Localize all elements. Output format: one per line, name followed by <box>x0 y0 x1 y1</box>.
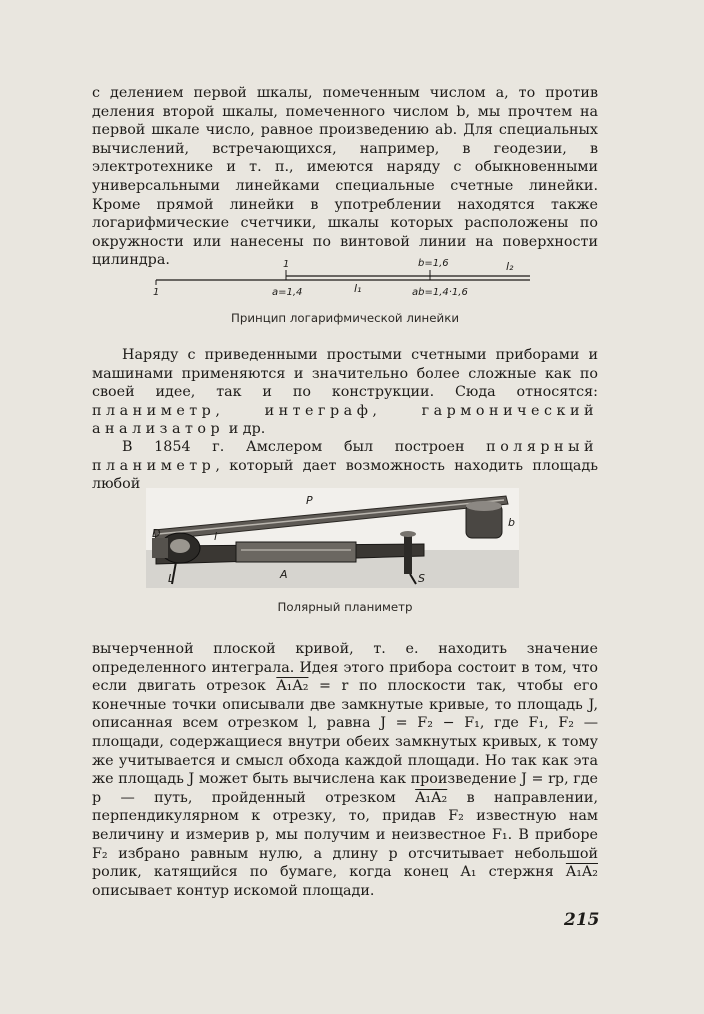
upper-one-label: 1 <box>283 259 290 270</box>
paragraph-2-lead: Наряду с приведенными простыми счетными приборами и машинами применяются и значительно более сложные как по своей идее, так и по конструкции. Сюда относятся: <box>92 347 598 401</box>
paragraph-3-lead: В 1854 г. Амслером был построен <box>122 439 487 455</box>
paragraph-4-part3: в направлении, перпендикулярном к отрезку, то, придав F₂ известную нам величину и измерив p, мы получим и неизвестное F₁. В приборе F₂ избрано равным нулю, а длину p отсчитывает небольшой ролик, катящийся по бумаге, когда конец A₁ стержня <box>92 789 598 881</box>
paragraph-3-text <box>92 438 598 494</box>
term-planimeter: планиметр <box>92 402 216 419</box>
paragraph-1-text: с делением первой шкалы, помеченным числом a, то против деления второй шкалы, помеченного числом b, мы прочтем на первой шкале число, равное произведению ab. Для специальных вычислений, встречающихся, например, в геодезии, в электротехнике и т. п., имеются наряду с обыкновенными универсальными линейками специальные счетные линейки. Кроме прямой линейки в употреблении находятся также логарифмические счетчики, шкалы которых расположены по окружности или нанесены по винтовой линии на поверхности цилиндра. <box>92 85 598 269</box>
paragraph-2-text <box>92 346 598 439</box>
figure-1-caption-wrap <box>92 309 598 328</box>
figure-2-caption: Полярный планиметр <box>277 600 413 614</box>
term-integraph: интеграф <box>264 402 373 419</box>
term-polar-planimeter: полярный планиметр <box>92 439 598 474</box>
planimeter-photo <box>146 488 519 588</box>
segment-a1a2: A₁A₂ <box>565 864 598 881</box>
label-P: P <box>306 494 313 507</box>
label-D: D <box>152 527 161 540</box>
figure-2-caption-wrap <box>92 598 598 617</box>
label-L: L <box>168 572 175 585</box>
comma: , <box>215 402 265 419</box>
b-label: b=1,6 <box>418 258 449 269</box>
a-label: a=1,4 <box>272 287 303 298</box>
paragraph-4-text <box>92 640 598 900</box>
comma: , <box>372 402 422 419</box>
label-S: S <box>418 572 425 585</box>
l2-label: l₂ <box>506 260 514 273</box>
paragraph-4 <box>92 640 598 900</box>
label-A: A <box>280 568 288 581</box>
paragraph-4-part1: вычерченной плоской кривой, т. е. находить значение определенного интеграла. Идея этого прибора состоит в том, что если двигать отрезок <box>92 641 598 695</box>
paragraph-2 <box>92 346 598 439</box>
term-harmonic-analyzer: гармонический анализатор <box>92 402 599 438</box>
label-b: b <box>508 516 515 529</box>
paragraph-3 <box>92 438 598 494</box>
label-l: l <box>214 530 218 543</box>
ab-label: ab=1,4·1,6 <box>412 287 468 298</box>
paragraph-1 <box>92 84 598 270</box>
lower-one-label: 1 <box>153 287 160 298</box>
paragraph-4-part4: описывает контур искомой площади. <box>92 882 375 899</box>
segment-a1a2: A₁A₂ <box>276 678 309 695</box>
figure-1-caption: Принцип логарифмической линейки <box>230 311 459 325</box>
paragraph-4-part2: = r по плоскости так, чтобы его конечные точки описывали две замкнутые кривые, то площадь J, описанная всем отрезком l, равна J = F₂ − F₁, где F₁, F₂ — площади, содержащиеся внутри обеих замкнутых кривых, к тому же учитывается и смысл обхода каждой площади. Но так как эта же площадь J может быть вычислена как произведение J = rp, где p — путь, пройденный отрезком <box>92 678 598 806</box>
paragraph-3-tail: , который дает возможность находить площадь любой <box>92 457 598 493</box>
paragraph-2-tail: и др. <box>224 421 266 438</box>
slide-rule-diagram <box>150 256 560 302</box>
segment-a1a2: A₁A₂ <box>415 789 448 806</box>
l1-label: l₁ <box>354 282 362 295</box>
page-number: 215 <box>564 910 600 930</box>
